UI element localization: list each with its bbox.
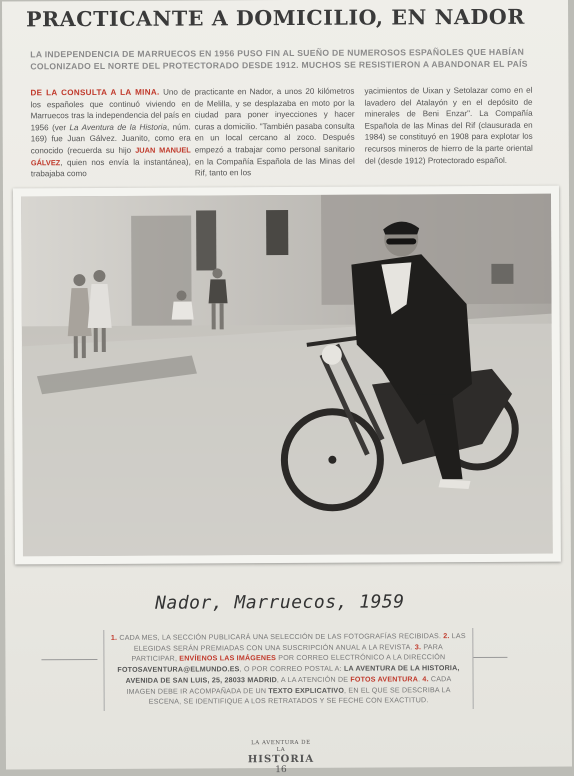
submission-email: FOTOSAVENTURA@ELMUNDO.ES xyxy=(117,665,240,675)
footer-magazine-name: LA AVENTURA DE LA xyxy=(251,739,311,754)
rule-text: , A LA ATENCIÓN DE xyxy=(276,675,351,684)
divider-line xyxy=(41,659,97,660)
footer-magazine-title: HISTORIA xyxy=(247,753,315,766)
rule-text: , O POR CORREO POSTAL A: xyxy=(239,664,344,674)
rule-number: 2. xyxy=(443,632,450,641)
page-title: PRACTICANTE A DOMICILIO, EN NADOR xyxy=(26,4,526,32)
photo-frame xyxy=(13,186,561,565)
postal-address: LA AVENTURA DE LA HISTORIA, AVENIDA DE SAN LUIS, 25, 28033 MADRID xyxy=(125,664,460,685)
rule-number: 3. xyxy=(414,643,422,652)
rule-text: CADA IMAGEN DEBE IR ACOMPAÑADA DE UN xyxy=(126,674,452,696)
rule-number: 4. xyxy=(422,675,429,684)
rule-text: CADA MES, LA SECCIÓN PUBLICARÁ UNA SELECCIÓN DE LAS FOTOGRAFÍAS RECIBIDAS. xyxy=(117,632,444,642)
vintage-photo xyxy=(21,194,553,557)
rule-highlight: TEXTO EXPLICATIVO xyxy=(268,686,345,695)
rule-text: POR CORREO ELECTRÓNICO A LA DIRECCIÓN xyxy=(276,653,446,663)
article-column-3: yacimientos de Uixan y Setolazar como en el lavadero del Atalayón y en el depósito de minerales de Beni Enzar". La Compañía Española de las Minas del Rif (clausurada en 1984) se constituyó en 1908 para explotar los recursos mineros de hierro de la parte oriental del (desde 1912) Protectorado español. xyxy=(364,85,533,166)
article-lead: DE LA CONSULTA A LA MINA. xyxy=(30,87,160,98)
rule-highlight: ENVÍENOS LAS IMÁGENES xyxy=(179,654,277,663)
rule-text: LAS ELEGIDAS SERÁN PREMIADAS CON UNA SUSCRIPCIÓN ANUAL A LA REVISTA. xyxy=(133,632,466,653)
magazine-title-ref: La Aventura de la Historia xyxy=(69,122,167,132)
rule-text: PARA PARTICIPAR, xyxy=(131,642,443,664)
rule-text: , EN EL QUE SE DESCRIBA LA ESCENA, SE IDENTIFIQUE A LOS RETRATADOS Y SE FECHE CON EXACTITUD. xyxy=(148,685,451,706)
rule-highlight: FOTOS AVENTURA xyxy=(350,675,419,684)
rule-text: . xyxy=(418,675,423,684)
magazine-page xyxy=(2,0,572,776)
page-footer xyxy=(246,740,316,775)
divider-line xyxy=(473,657,507,658)
article-text: Uno de los españoles que continuó viviendo en Marruecos tras la independencia del país en 1956 (ver xyxy=(30,87,191,133)
author-name: JUAN MANUEL GÁLVEZ xyxy=(30,145,191,167)
submission-rules xyxy=(103,628,473,711)
photo-caption: Nador, Marruecos, 1959 xyxy=(155,591,405,614)
article-column-1 xyxy=(30,87,190,181)
article-text: , núm. 169) fue Juan Gálvez. Juanito, como era conocido (recuerda su hijo xyxy=(30,122,191,156)
page-number: 16 xyxy=(275,765,287,776)
rule-number: 1. xyxy=(110,633,118,642)
article-column-2: practicante en Nador, a unos 20 kilómetros de Melilla, y se desplazaba en moto por la ciudad para poner inyecciones y hacer curas a domicilio. "También pasaba consulta en un local cercano al zoco. Después empezó a trabajar como personal sanitario en la Compañía Española de las Minas del Rif, tanto en los xyxy=(194,86,355,178)
subtitle: LA INDEPENDENCIA DE MARRUECOS EN 1956 PUSO FIN AL SUEÑO DE NUMEROSOS ESPAÑOLES QUE HABÍAN COLONIZADO EL NORTE DEL PROTECTORADO DESDE 1912. MUCHOS SE RESISTIERON A ABANDONAR EL PAÍS xyxy=(30,46,528,72)
article-text: , quien nos envía la instantánea), trabajaba como xyxy=(30,157,191,179)
